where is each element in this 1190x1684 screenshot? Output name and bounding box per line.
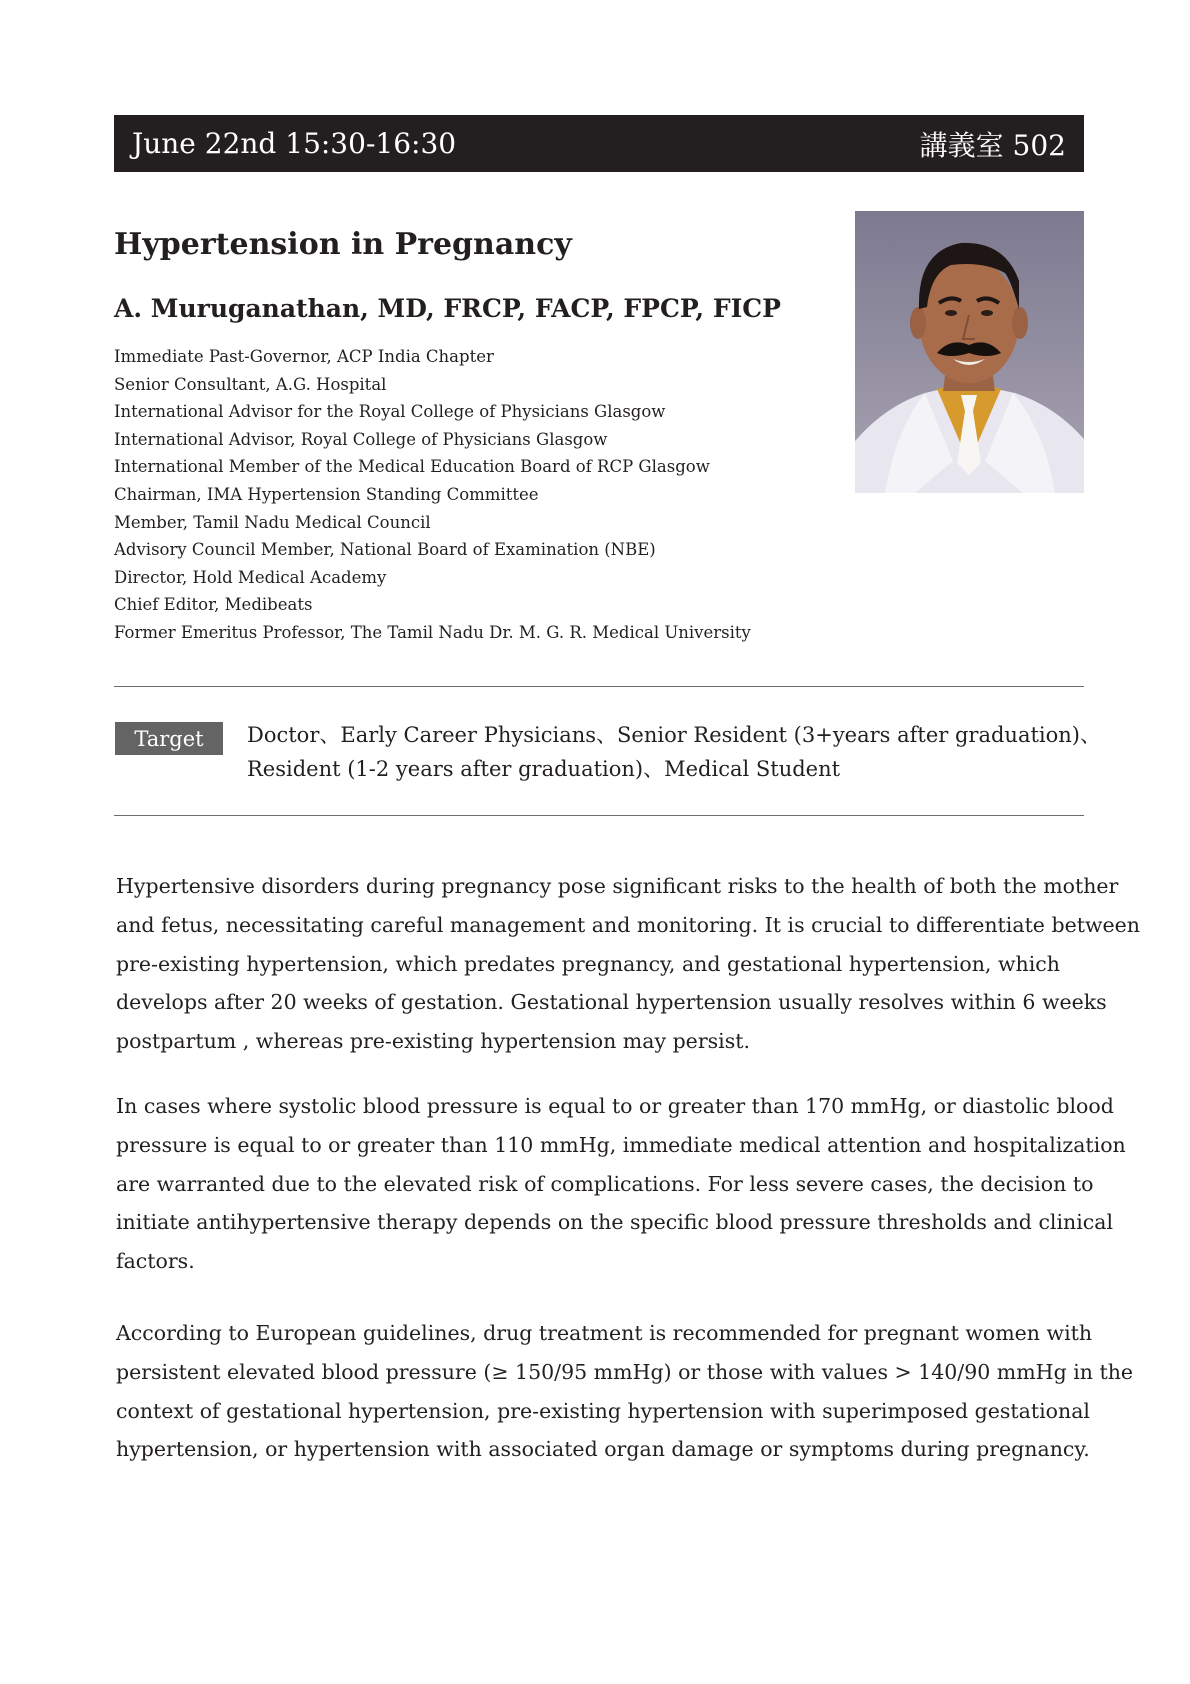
affiliation-item: International Member of the Medical Education Board of RCP Glasgow: [114, 457, 710, 477]
paragraph-line: persistent elevated blood pressure (≥ 150/95 mmHg) or those with values > 140/90 mmHg in the: [116, 1359, 1134, 1384]
affiliation-item: Advisory Council Member, National Board of Examination (NBE): [114, 540, 656, 560]
session-room: 講義室 502: [919, 128, 1066, 162]
target-line: Resident (1-2 years after graduation)、Medical Student: [247, 757, 841, 781]
paragraph-line: pressure is equal to or greater than 110 mmHg, immediate medical attention and hospitalization: [116, 1132, 1126, 1157]
abstract-paragraph-1: [116, 867, 1140, 1061]
paragraph-line: postpartum , whereas pre-existing hypertension may persist.: [116, 1029, 750, 1054]
affiliation-item: Immediate Past-Governor, ACP India Chapter: [114, 347, 494, 366]
affiliation-item: International Advisor, Royal College of Physicians Glasgow: [114, 429, 608, 449]
abstract-paragraph-3: [116, 1314, 1134, 1469]
affiliation-item: Senior Consultant, A.G. Hospital: [114, 374, 387, 394]
lecture-title: Hypertension in Pregnancy: [114, 227, 572, 262]
session-header-bar: [114, 115, 1084, 172]
paragraph-line: According to European guidelines, drug treatment is recommended for pregnant women with: [116, 1321, 1093, 1345]
affiliation-item: International Advisor for the Royal College of Physicians Glasgow: [114, 402, 666, 422]
affiliation-item: Former Emeritus Professor, The Tamil Nadu Dr. M. G. R. Medical University: [114, 622, 751, 642]
paragraph-line: Hypertensive disorders during pregnancy pose significant risks to the health of both the mother: [116, 874, 1119, 898]
affiliation-item: Chairman, IMA Hypertension Standing Committee: [114, 484, 539, 504]
speaker-name: A. Muruganathan, MD, FRCP, FACP, FPCP, FICP: [114, 294, 781, 323]
divider-bottom: [114, 815, 1084, 816]
affiliation-item: Director, Hold Medical Academy: [114, 567, 387, 587]
paragraph-line: context of gestational hypertension, pre-existing hypertension with superimposed gestational: [116, 1398, 1090, 1423]
paragraph-line: factors.: [116, 1249, 195, 1274]
paragraph-line: and fetus, necessitating careful management and monitoring. It is crucial to differentiate between: [116, 912, 1140, 937]
session-datetime: June 22nd 15:30-16:30: [132, 127, 457, 160]
paragraph-line: develops after 20 weeks of gestation. Gestational hypertension usually resolves within 6 weeks: [116, 990, 1107, 1015]
divider-top: [114, 686, 1084, 687]
target-line: Doctor、Early Career Physicians、Senior Resident (3+years after graduation)、: [247, 723, 1101, 747]
abstract-paragraph-2: [116, 1087, 1126, 1281]
affiliation-item: Member, Tamil Nadu Medical Council: [114, 512, 431, 532]
speaker-photo: [855, 211, 1084, 493]
paragraph-line: In cases where systolic blood pressure is equal to or greater than 170 mmHg, or diastolic blood: [116, 1094, 1114, 1118]
affiliation-item: Chief Editor, Medibeats: [114, 595, 313, 615]
paragraph-line: hypertension, or hypertension with associated organ damage or symptoms during pregnancy.: [116, 1437, 1090, 1462]
paragraph-line: are warranted due to the elevated risk of complications. For less severe cases, the decision to: [116, 1171, 1094, 1196]
target-audience: [247, 718, 1101, 786]
target-badge: Target: [115, 722, 223, 755]
paragraph-line: pre-existing hypertension, which predates pregnancy, and gestational hypertension, which: [116, 951, 1060, 976]
paragraph-line: initiate antihypertensive therapy depends on the specific blood pressure thresholds and clinical: [116, 1210, 1114, 1235]
speaker-affiliations: [114, 343, 751, 647]
